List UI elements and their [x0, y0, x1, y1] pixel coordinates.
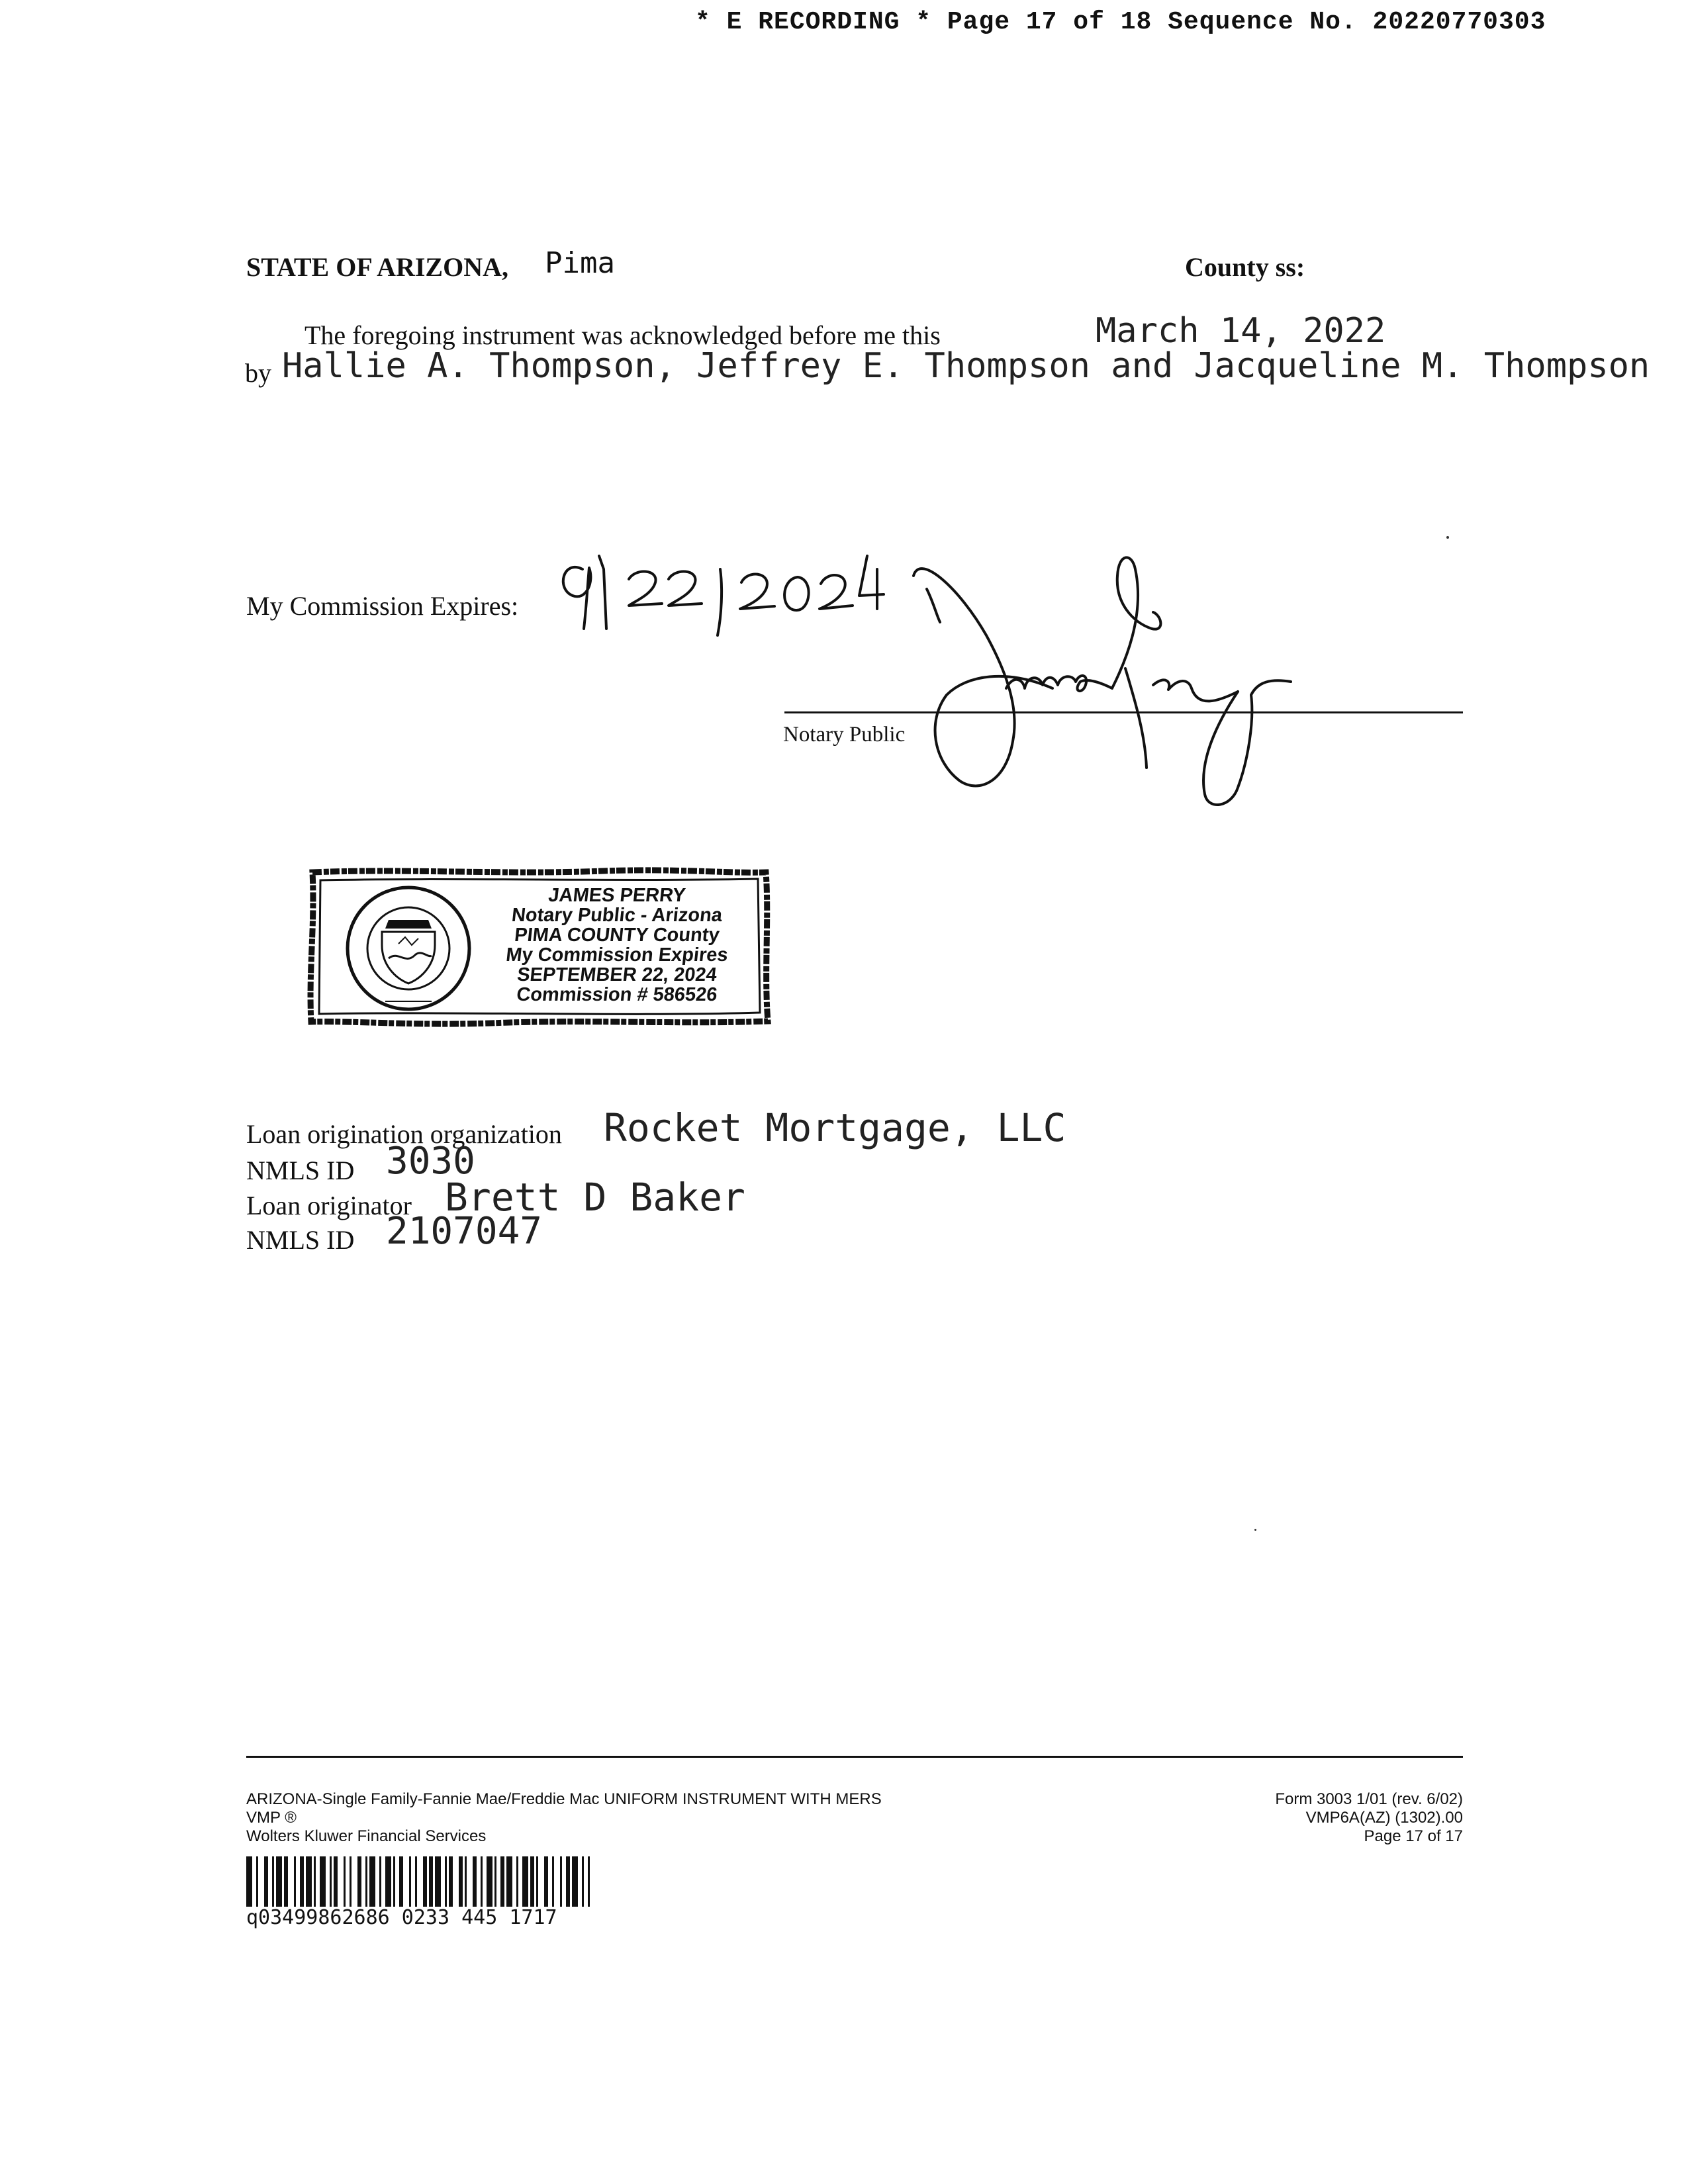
stamp-line-name: JAMES PERRY	[547, 885, 687, 906]
acknowledgment-date: March 14, 2022	[1096, 311, 1386, 351]
notary-public-label: Notary Public	[783, 723, 906, 747]
footer-form-number: Form 3003 1/01 (rev. 6/02)	[1275, 1790, 1463, 1808]
stamp-line-commission: Commission # 586526	[515, 984, 719, 1005]
speck	[1446, 536, 1449, 539]
stamp-line-expires-label: My Commission Expires	[504, 944, 729, 966]
loan-org-label: Loan origination organization	[246, 1119, 562, 1149]
commission-expires-label: My Commission Expires:	[246, 591, 519, 621]
footer-rule	[246, 1756, 1463, 1758]
stamp-line-title: Notary Public - Arizona	[510, 905, 724, 926]
notary-signature	[907, 549, 1357, 814]
notary-stamp	[306, 866, 773, 1028]
loan-org-value: Rocket Mortgage, LLC	[604, 1105, 1066, 1150]
barcode-icon	[246, 1856, 723, 1907]
originator-nmls-label: NMLS ID	[246, 1225, 355, 1255]
stamp-line-expires-date: SEPTEMBER 22, 2024	[516, 964, 718, 985]
org-nmls-value: 3030	[386, 1140, 475, 1183]
footer-vmp: VMP ®	[246, 1809, 297, 1827]
state-seal-icon	[348, 887, 469, 1009]
footer-page-number: Page 17 of 17	[1364, 1827, 1463, 1845]
signature-line	[784, 711, 1463, 713]
handwritten-expiration-date	[543, 543, 887, 649]
county-ss-label: County ss:	[1185, 252, 1305, 282]
loan-originator-value: Brett D Baker	[445, 1175, 745, 1220]
state-label: STATE OF ARIZONA,	[246, 252, 508, 282]
footer-form-title: ARIZONA-Single Family-Fannie Mae/Freddie Mac UNIFORM INSTRUMENT WITH MERS	[246, 1790, 882, 1808]
org-nmls-label: NMLS ID	[246, 1156, 355, 1185]
by-label: by	[245, 358, 271, 388]
footer-publisher: Wolters Kluwer Financial Services	[246, 1827, 487, 1845]
stamp-line-county: PIMA COUNTY County	[513, 925, 721, 946]
loan-originator-label: Loan originator	[246, 1191, 412, 1220]
speck	[1254, 1529, 1256, 1531]
recording-header: * E RECORDING * Page 17 of 18 Sequence No. 20220770303	[695, 8, 1546, 36]
signer-names: Hallie A. Thompson, Jeffrey E. Thompson and Jacqueline M. Thompson	[282, 346, 1650, 386]
originator-nmls-value: 2107047	[386, 1210, 543, 1253]
footer-vmp-code: VMP6A(AZ) (1302).00	[1305, 1809, 1463, 1827]
acknowledgment-text: The foregoing instrument was acknowledged before me this	[305, 320, 941, 350]
barcode-number: q03499862686 0233 445 1717	[246, 1906, 557, 1929]
county-name: Pima	[545, 246, 615, 280]
